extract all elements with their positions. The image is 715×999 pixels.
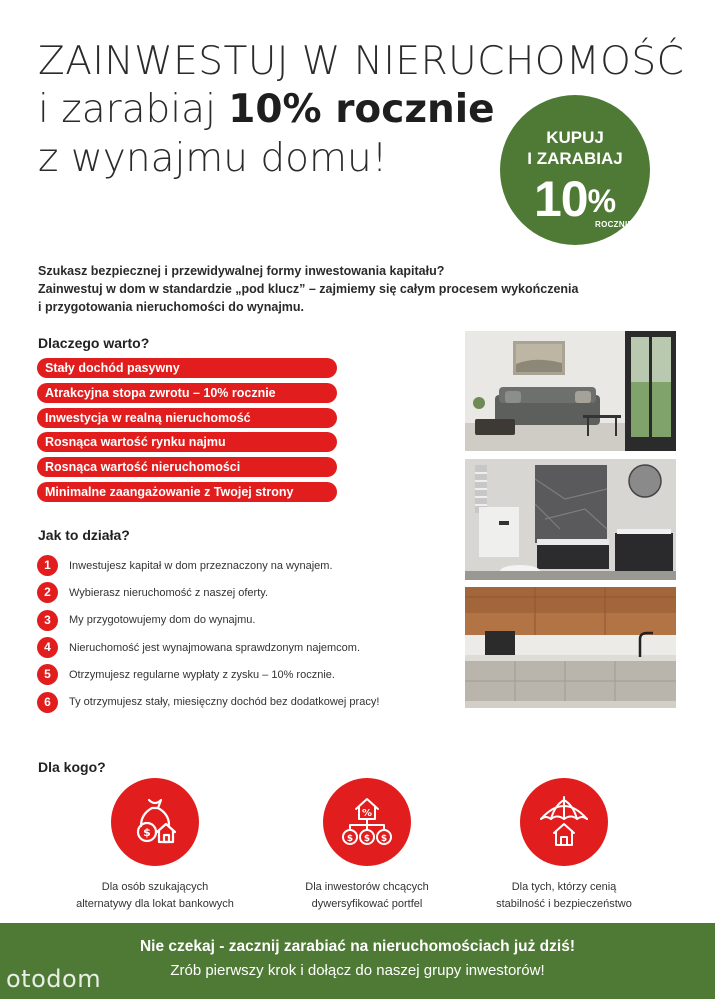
- benefit-pill: Stały dochód pasywny: [37, 358, 337, 378]
- target-caption: [267, 879, 467, 913]
- step-number: 1: [37, 555, 58, 576]
- target-caption-line-1: Dla osób szukających: [101, 881, 209, 893]
- umbrella-house-icon: [533, 791, 595, 853]
- benefit-pill: Rosnąca wartość rynku najmu: [37, 432, 337, 452]
- target-caption: [464, 879, 664, 913]
- headline-line-2-prefix: i zarabiaj: [38, 87, 229, 132]
- step-number: 6: [37, 692, 58, 713]
- living-room-photo: [465, 331, 676, 451]
- promo-badge: [500, 95, 650, 245]
- svg-text:%: %: [361, 808, 373, 819]
- headline-line-2-bold: 10% rocznie: [228, 87, 495, 132]
- benefit-pill: Rosnąca wartość nieruchomości: [37, 457, 337, 477]
- svg-text:$: $: [143, 826, 151, 839]
- target-group-savers: [55, 778, 255, 913]
- kitchen-photo: [465, 587, 676, 708]
- target-caption-line-2: dywersyfikować portfel: [311, 898, 423, 910]
- step-text: Ty otrzymujesz stały, miesięczny dochód bez dodatkowej pracy!: [69, 696, 380, 709]
- badge-caption: ROCZNIE: [595, 220, 634, 229]
- svg-text:$: $: [380, 834, 388, 844]
- step-number: 2: [37, 582, 58, 603]
- step-item: [37, 579, 457, 606]
- target-group-stability: [464, 778, 664, 913]
- bathroom-photo: [465, 459, 676, 580]
- footer-banner: [0, 923, 715, 999]
- intro-line-2: Zainwestuj w dom w standardzie „pod klucz” – zajmiemy się całym procesem wykończenia: [38, 282, 579, 296]
- badge-unit: %: [587, 183, 616, 219]
- step-text: Nieruchomość jest wynajmowana sprawdzonym najemcom.: [69, 641, 361, 654]
- target-caption-line-1: Dla tych, którzy cenią: [511, 881, 617, 893]
- badge-value: 10: [534, 171, 588, 227]
- intro-text: [38, 262, 638, 316]
- step-text: Otrzymujesz regularne wypłaty z zysku – 10% rocznie.: [69, 668, 335, 681]
- benefit-pill: Inwestycja w realną nieruchomość: [37, 408, 337, 428]
- step-item: [37, 661, 457, 688]
- why-heading: Dlaczego warto?: [38, 335, 150, 351]
- step-number: 4: [37, 637, 58, 658]
- target-caption-line-2: alternatywy dla lokat bankowych: [76, 898, 234, 910]
- headline-line-3: z wynajmu domu!: [38, 136, 388, 181]
- footer-headline: Nie czekaj - zacznij zarabiać na nieruchomościach już dziś!: [139, 938, 575, 955]
- benefits-list: [37, 358, 337, 507]
- step-item: [37, 634, 457, 661]
- step-text: My przygotowujemy dom do wynajmu.: [69, 614, 256, 627]
- target-icon-circle: [111, 778, 199, 866]
- money-bag-house-icon: [125, 792, 185, 852]
- svg-text:$: $: [363, 834, 371, 844]
- step-item: [37, 607, 457, 634]
- target-caption-line-2: stabilność i bezpieczeństwo: [496, 898, 632, 910]
- step-number: 3: [37, 610, 58, 631]
- step-text: Inwestujesz kapitał w dom przeznaczony na wynajem.: [69, 559, 333, 572]
- target-icon-circle: [520, 778, 608, 866]
- steps-list: [37, 552, 457, 716]
- step-item: [37, 688, 457, 715]
- svg-text:$: $: [346, 834, 354, 844]
- intro-line-3: i przygotowania nieruchomości do wynajmu.: [38, 300, 305, 314]
- badge-percent: [534, 171, 615, 227]
- house-percent-network-icon: [336, 791, 398, 853]
- how-heading: Jak to działa?: [38, 527, 130, 543]
- benefit-pill: Atrakcyjna stopa zwrotu – 10% rocznie: [37, 383, 337, 403]
- badge-line-1: KUPUJ: [546, 128, 604, 147]
- target-caption: [55, 879, 255, 913]
- headline-line-1: ZAINWESTUJ W NIERUCHOMOŚĆ: [38, 39, 685, 84]
- target-caption-line-1: Dla inwestorów chcących: [305, 881, 429, 893]
- for-whom-heading: Dla kogo?: [38, 759, 106, 775]
- benefit-pill: Minimalne zaangażowanie z Twojej strony: [37, 482, 337, 502]
- step-number: 5: [37, 664, 58, 685]
- badge-line-2: I ZARABIAJ: [527, 149, 623, 168]
- step-item: [37, 552, 457, 579]
- intro-line-1: Szukasz bezpiecznej i przewidywalnej formy inwestowania kapitału?: [38, 264, 445, 278]
- footer-subline: Zrób pierwszy krok i dołącz do naszej grupy inwestorów!: [170, 962, 545, 979]
- target-icon-circle: [323, 778, 411, 866]
- otodom-watermark: otodom: [6, 965, 102, 993]
- step-text: Wybierasz nieruchomość z naszej oferty.: [69, 586, 268, 599]
- target-group-investors: [267, 778, 467, 913]
